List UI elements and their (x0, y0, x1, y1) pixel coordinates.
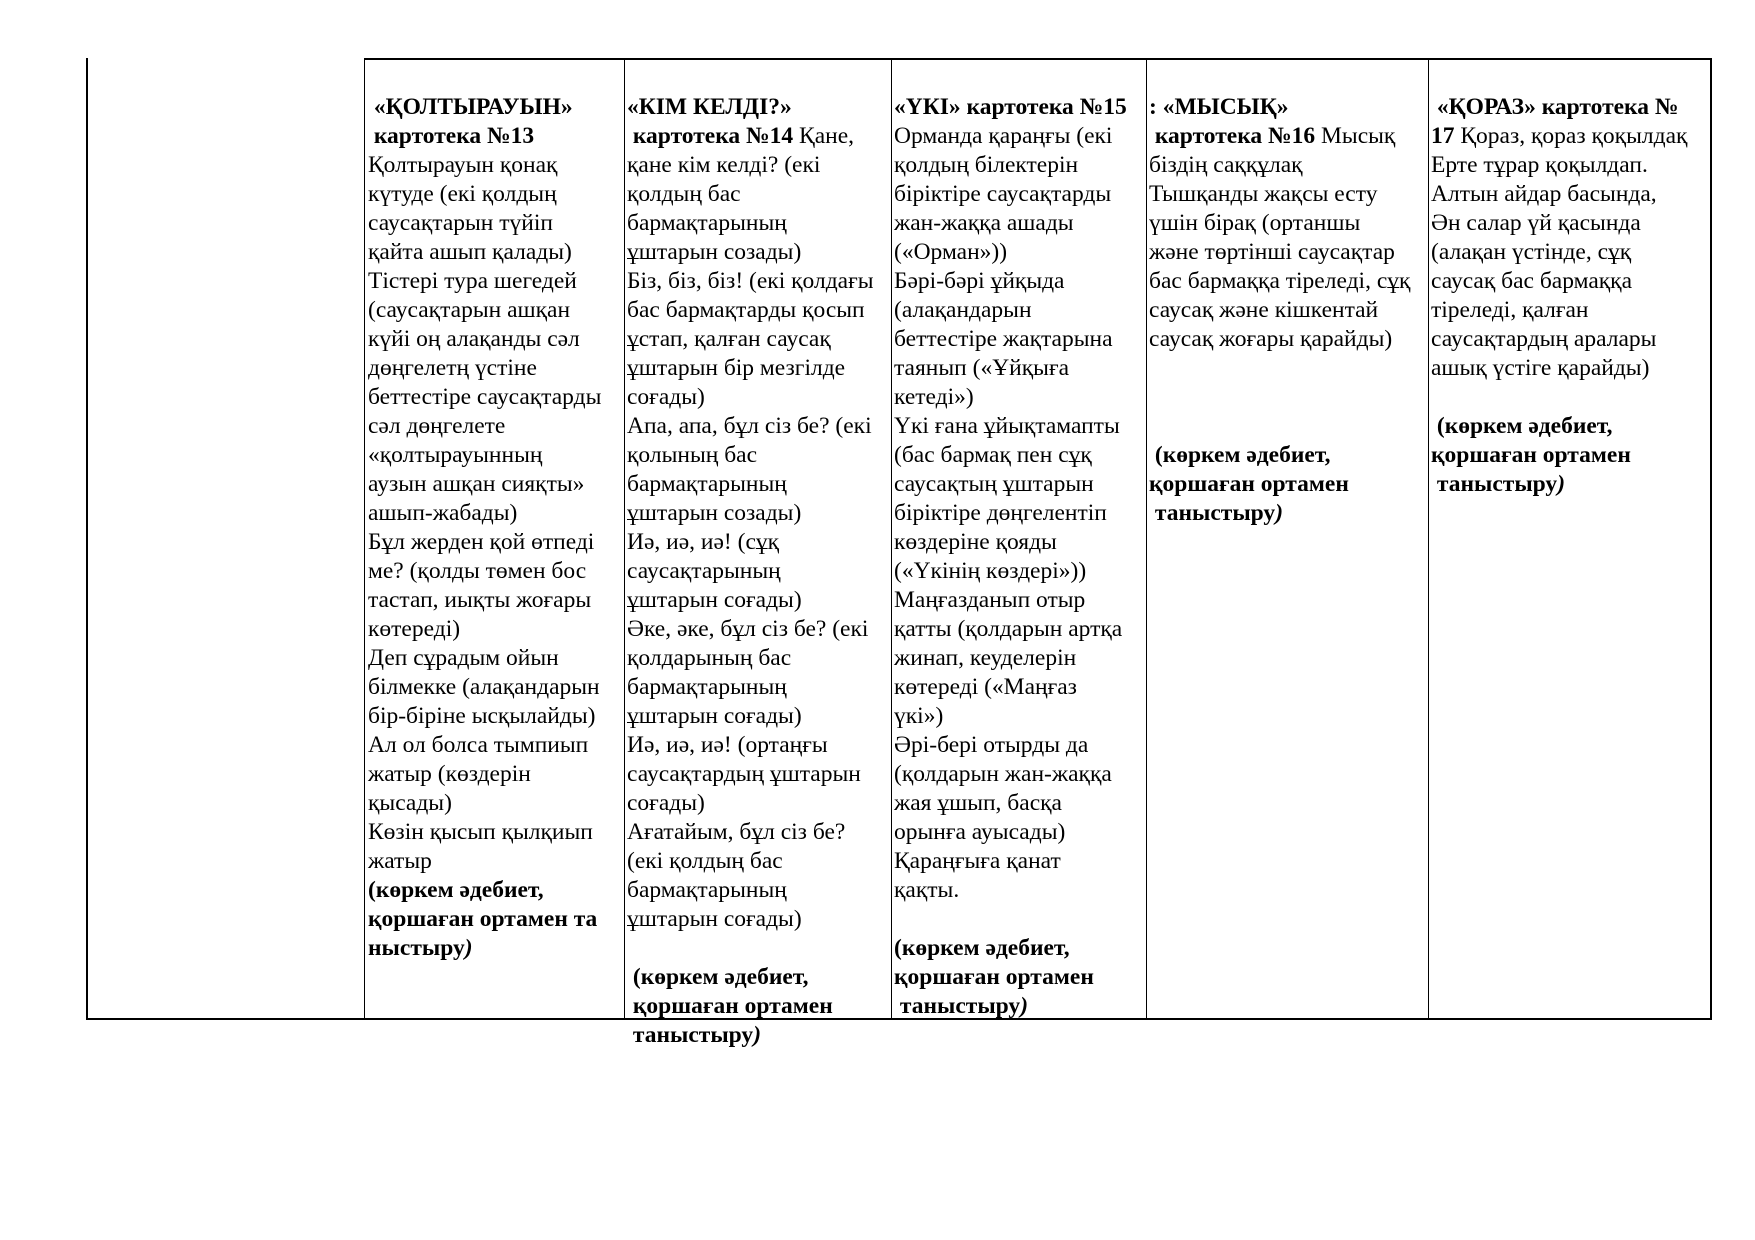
card-13-line: дөңгелетң үстіне (368, 355, 537, 381)
card-16-title-line-1: : «МЫСЫҚ» (1149, 94, 1289, 120)
card-13-line: (саусақтарын ашқан (368, 297, 571, 323)
card-14-line: ұстап, қалған саусақ (627, 326, 831, 352)
card-15-line: кетеді») (894, 384, 974, 410)
card-15-line: Бәрі-бәрі ұйқыда (894, 268, 1065, 294)
card-14-line: соғады) (627, 384, 705, 410)
card-13-line: ашып-жабады) (368, 500, 518, 526)
card-14-line: соғады) (627, 790, 705, 816)
card-15-line: Әрі-бері отырды да (894, 732, 1089, 758)
card-16-line: саусақ және кішкентай (1149, 297, 1379, 323)
card-15-title-line-1: «ҮКІ» картотека №15 (894, 94, 1127, 120)
column-divider (1428, 58, 1429, 1018)
card-13-line: қайта ашып қалады) (368, 239, 572, 265)
card-14-line: ұштарын соғады) (627, 906, 802, 932)
card-14-line: (екі қолдың бас (627, 848, 783, 874)
card-16-note-line-1: (көркем әдебиет, (1149, 442, 1331, 468)
card-15-line: жая ұшып, басқа (894, 790, 1062, 816)
card-16-title-inline-rest: Мысық (1315, 123, 1396, 149)
card-13-line: жатыр (368, 848, 432, 874)
card-15-line: («Үкінің көздері»)) (894, 558, 1087, 584)
card-14-line: Иә, иә, иә! (сұқ (627, 529, 780, 555)
card-13-line: «қолтырауынның (368, 442, 543, 468)
card-13-note-end: ) (464, 935, 473, 961)
card-14-line: Ағатайым, бұл сіз бе? (627, 819, 846, 845)
card-15-line: (алақандарын (894, 297, 1032, 323)
card-17-line: (алақан үстінде, сұқ (1431, 239, 1632, 265)
card-17-line: Алтын айдар басында, (1431, 181, 1657, 207)
card-17-line: саусақтардың аралары (1431, 326, 1657, 352)
card-14-line: қолының бас (627, 442, 758, 468)
card-14-line: ұштарын бір мезгілде (627, 355, 846, 381)
card-15-line: саусақтың ұштарын (894, 471, 1094, 497)
card-15-line: Орманда қараңғы (екі (894, 123, 1113, 149)
card-13-note-line-1: (көркем әдебиет, (368, 877, 544, 903)
card-15-line: қатты (қолдарын артқа (894, 616, 1123, 642)
card-15-line: (бас бармақ пен сұқ (894, 442, 1092, 468)
column-divider (364, 58, 365, 1018)
card-15-line: Үкі ғана ұйықтамапты (894, 413, 1120, 439)
card-17-line: Ерте тұрар қоқылдап. (1431, 152, 1648, 178)
card-17-note-line-3: таныстыру (1431, 471, 1558, 497)
card-16-line: және төртінші саусақтар (1149, 239, 1395, 265)
card-17-note-line-1: (көркем әдебиет, (1431, 413, 1613, 439)
card-15-line: («Орман»)) (894, 239, 1008, 265)
card-13-line: білмекке (алақандарын (368, 674, 600, 700)
card-16-note-line-2: қоршаған ортамен (1149, 471, 1349, 497)
card-16-cell (1149, 64, 1410, 557)
card-14-note-line-1: (көркем әдебиет, (627, 964, 809, 990)
card-13-line: бір-біріне ысқылайды) (368, 703, 596, 729)
card-17-cell (1431, 64, 1687, 528)
card-15-line: біріктіре саусақтарды (894, 181, 1112, 207)
card-16-title-inline: картотека №16 (1149, 123, 1316, 149)
card-13-line: сәл дөңгелете (368, 413, 506, 439)
card-16-line: бас бармаққа тіреледі, сұқ (1149, 268, 1411, 294)
card-13-line: беттестіре саусақтарды (368, 384, 602, 410)
card-17-note-end: ) (1557, 471, 1566, 497)
card-16-line: Тышқанды жақсы есту (1149, 181, 1378, 207)
card-13-line: Деп сұрадым ойын (368, 645, 559, 671)
card-15-line: көтереді («Маңғаз (894, 674, 1077, 700)
card-13-line: күйі оң алақанды сәл (368, 326, 580, 352)
card-14-line: ұштарын созады) (627, 239, 802, 265)
card-14-line: Апа, апа, бұл сіз бе? (екі (627, 413, 872, 439)
card-17-line: ашық үстіге қарайды) (1431, 355, 1650, 381)
card-13-line: саусақтарын түйіп (368, 210, 553, 236)
card-15-line: жинап, кеуделерін (894, 645, 1077, 671)
card-14-line: қолдарының бас (627, 645, 792, 671)
column-divider (891, 58, 892, 1018)
card-13-line: Көзін қысып қылқиып (368, 819, 593, 845)
card-13-line: тастап, иықты жоғары (368, 587, 592, 613)
card-13-line: Қолтырауын қонақ (368, 152, 558, 178)
card-14-line: ұштарын соғады) (627, 587, 802, 613)
card-13-note-line-3: ныстыру (368, 935, 465, 961)
card-15-line: үкі») (894, 703, 944, 729)
card-16-note-line-3: таныстыру (1149, 500, 1276, 526)
column-divider (1146, 58, 1147, 1018)
card-13-title-line-1: «ҚОЛТЫРАУЫН» (368, 94, 573, 120)
card-15-note-line-2: қоршаған ортамен (894, 964, 1094, 990)
card-14-note-line-2: қоршаған ортамен (627, 993, 833, 1019)
card-14-line: саусақтарының (627, 558, 781, 584)
card-14-cell (627, 64, 874, 1079)
card-15-line: Маңғазданып отыр (894, 587, 1086, 613)
card-13-line: қысады) (368, 790, 452, 816)
card-17-line: тіреледі, қалған (1431, 297, 1589, 323)
card-13-line: көтереді) (368, 616, 461, 642)
card-13-line: Тістері тура шегедей (368, 268, 577, 294)
card-14-line: Әке, әке, бұл сіз бе? (екі (627, 616, 869, 642)
card-14-line: Біз, біз, біз! (екі қолдағы (627, 268, 874, 294)
activity-table (86, 58, 1712, 1048)
card-15-line: таянып («Ұйқыға (894, 355, 1070, 381)
card-15-cell (894, 64, 1127, 1050)
card-13-line: жатыр (көздерін (368, 761, 531, 787)
card-14-line: бармақтарының (627, 471, 787, 497)
card-15-note-end: ) (1020, 993, 1029, 1019)
card-13-title-line-2: картотека №13 (368, 123, 535, 149)
card-13-line: күтуде (екі қолдың (368, 181, 557, 207)
card-16-line: біздің саққұлақ (1149, 152, 1303, 178)
card-14-title-inline-rest: Қане, (793, 123, 855, 149)
card-17-title-line-1: «ҚОРАЗ» картотека № (1431, 94, 1679, 120)
card-15-line: (қолдарын жан-жаққа (894, 761, 1112, 787)
card-16-line: саусақ жоғары қарайды) (1149, 326, 1393, 352)
card-14-title-line-1: «КІМ КЕЛДІ?» (627, 94, 792, 120)
card-17-title-inline: 17 (1431, 123, 1455, 149)
card-13-line: ме? (қолды төмен бос (368, 558, 587, 584)
card-14-line: ұштарын соғады) (627, 703, 802, 729)
card-14-line: қане кім келді? (екі (627, 152, 821, 178)
card-13-line: аузын ашқан сияқты» (368, 471, 585, 497)
card-14-line: бас бармақтарды қосып (627, 297, 865, 323)
card-17-note-line-2: қоршаған ортамен (1431, 442, 1631, 468)
column-divider (624, 58, 625, 1018)
card-15-line: біріктіре дөңгелентіп (894, 500, 1107, 526)
card-14-line: бармақтарының (627, 210, 787, 236)
card-14-note-line-3: таныстыру (627, 1022, 754, 1048)
card-17-title-inline-rest: Қораз, қораз қоқылдақ (1454, 123, 1688, 149)
table-top-border (365, 58, 1712, 60)
card-16-line: үшін бірақ (ортаншы (1149, 210, 1361, 236)
card-15-note-line-1: (көркем әдебиет, (894, 935, 1070, 961)
card-15-line: беттестіре жақтарына (894, 326, 1113, 352)
card-14-line: бармақтарының (627, 674, 787, 700)
card-14-note-end: ) (753, 1022, 762, 1048)
card-13-line: Ал ол болса тымпиып (368, 732, 589, 758)
card-17-line: Ән салар үй қасында (1431, 210, 1641, 236)
card-14-title-inline: картотека №14 (627, 123, 794, 149)
card-15-line: қақты. (894, 877, 960, 903)
card-15-line: көздеріне қояды (894, 529, 1057, 555)
card-15-note-line-3: таныстыру (894, 993, 1021, 1019)
card-13-line: Бұл жерден қой өтпеді (368, 529, 595, 555)
card-13-cell (368, 64, 601, 992)
card-15-line: жан-жаққа ашады (894, 210, 1074, 236)
card-15-line: орынға ауысады) (894, 819, 1066, 845)
card-17-line: саусақ бас бармаққа (1431, 268, 1633, 294)
card-13-note-line-2: қоршаған ортамен та (368, 906, 598, 932)
card-15-line: қолдың білектерін (894, 152, 1079, 178)
card-15-line: Қараңғыға қанат (894, 848, 1061, 874)
card-14-line: бармақтарының (627, 877, 787, 903)
card-14-line: саусақтардың ұштарын (627, 761, 861, 787)
card-14-line: ұштарын созады) (627, 500, 802, 526)
card-14-line: Иә, иә, иә! (ортаңғы (627, 732, 828, 758)
card-16-note-end: ) (1275, 500, 1284, 526)
card-14-line: қолдың бас (627, 181, 741, 207)
